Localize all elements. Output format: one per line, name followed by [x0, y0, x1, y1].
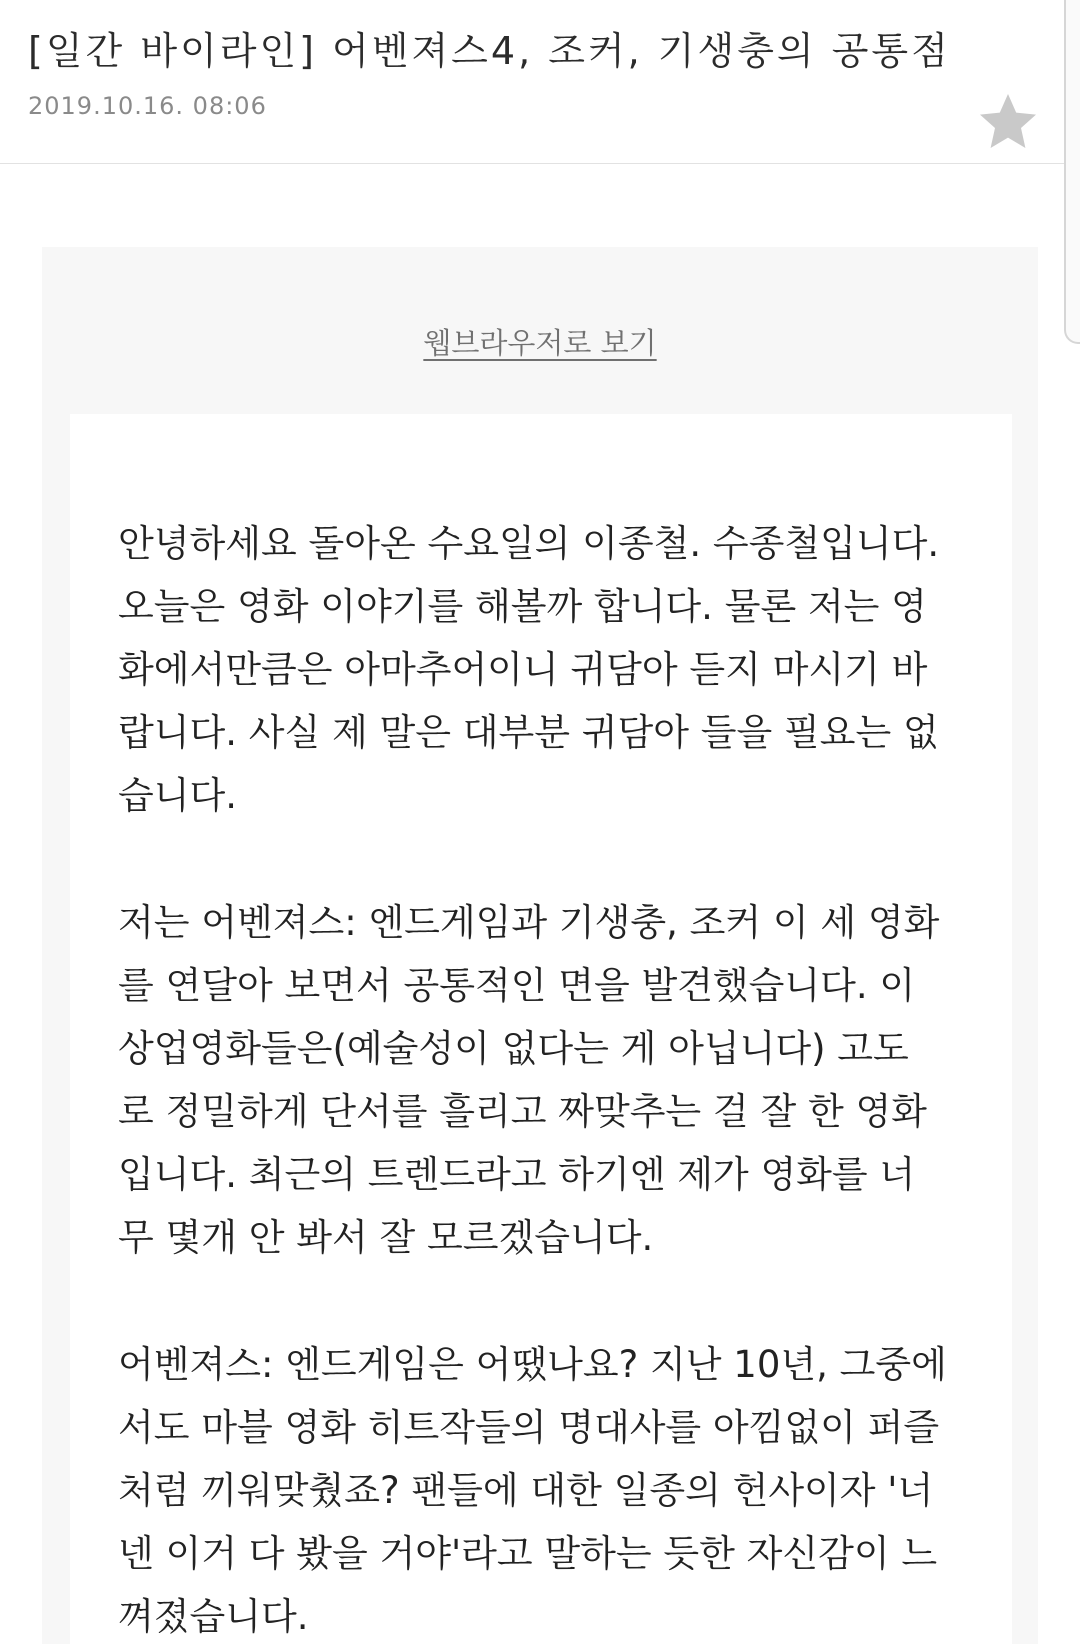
article-body: [118, 512, 968, 1644]
paragraph-line: 처럼 끼워맞췄죠? 팬들에 대한 일종의 헌사이자 '너: [118, 1469, 934, 1512]
view-in-browser-link[interactable]: 웹브라우저로 보기: [423, 326, 657, 360]
article-date: 2019.10.16. 08:06: [28, 92, 267, 120]
paragraph-line: 안녕하세요 돌아온 수요일의 이종철. 수종철입니다.: [118, 522, 940, 565]
article-header: [0, 0, 1080, 164]
body-paragraph: [118, 891, 968, 1269]
body-paragraph: [118, 512, 968, 827]
paragraph-line: 오늘은 영화 이야기를 해볼까 합니다. 물론 저는 영: [118, 585, 927, 628]
paragraph-line: 입니다. 최근의 트렌드라고 하기엔 제가 영화를 너: [118, 1153, 916, 1196]
newsletter-container: [42, 247, 1038, 1644]
newsletter-body-card: [70, 414, 1012, 1644]
paragraph-line: 무 몇개 안 봐서 잘 모르겠습니다.: [118, 1216, 654, 1259]
paragraph-line: 저는 어벤져스: 엔드게임과 기생충, 조커 이 세 영화: [118, 901, 940, 944]
star-icon[interactable]: [976, 90, 1040, 154]
paragraph-line: 로 정밀하게 단서를 흘리고 짜맞추는 걸 잘 한 영화: [118, 1090, 927, 1133]
paragraph-line: 를 연달아 보면서 공통적인 면을 발견했습니다. 이: [118, 964, 916, 1007]
paragraph-line: 넨 이거 다 봤을 거야'라고 말하는 듯한 자신감이 느: [118, 1532, 938, 1575]
page-edge-indicator: [1064, 0, 1080, 344]
paragraph-line: 화에서만큼은 아마추어이니 귀담아 듣지 마시기 바: [118, 648, 928, 691]
body-paragraph: [118, 1333, 968, 1644]
paragraph-line: 껴졌습니다.: [118, 1595, 309, 1638]
paragraph-line: 습니다.: [118, 774, 237, 817]
paragraph-line: 어벤져스: 엔드게임은 어땠나요? 지난 10년, 그중에: [118, 1343, 947, 1386]
paragraph-line: 서도 마블 영화 히트작들의 명대사를 아낌없이 퍼즐: [118, 1406, 940, 1449]
paragraph-line: 랍니다. 사실 제 말은 대부분 귀담아 들을 필요는 없: [118, 711, 939, 754]
article-title: [일간 바이라인] 어벤져스4, 조커, 기생충의 공통점: [28, 29, 951, 73]
paragraph-line: 상업영화들은(예술성이 없다는 게 아닙니다) 고도: [118, 1027, 909, 1070]
